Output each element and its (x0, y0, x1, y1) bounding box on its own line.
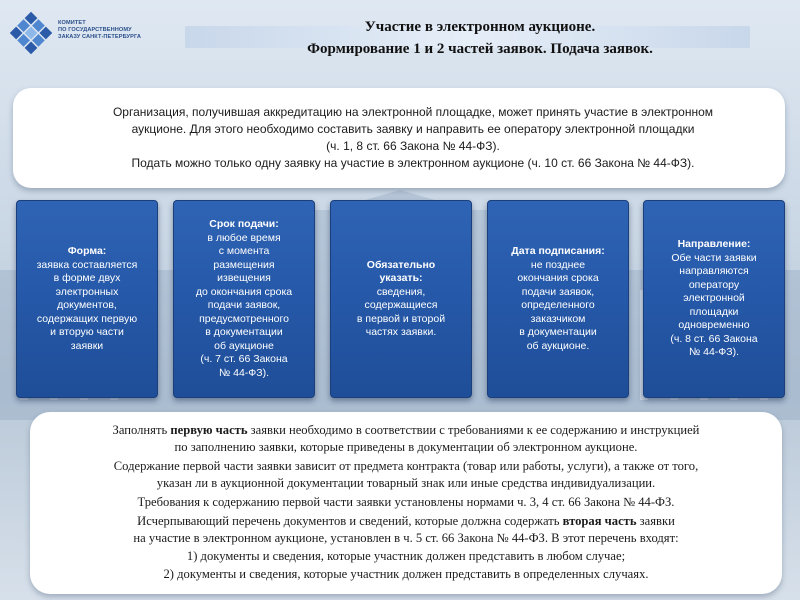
card-signing-date (487, 200, 629, 398)
card-deadline-line: с момента (218, 245, 270, 257)
details-line-1 (30, 422, 782, 439)
card-deadline-line: предусмотренного (199, 312, 289, 325)
card-direction-line: оператору (688, 278, 740, 291)
card-required-line: сведения, (376, 285, 426, 298)
card-form-head: Форма: (67, 245, 107, 257)
details-text: Исчерпывающий перечень документов и сведений, которые должна содержать (137, 514, 563, 528)
card-signing-line: об аукционе. (526, 339, 590, 352)
details-line-2: по заполнению заявки, которые приведены в документации об электронном аукционе. (174, 440, 638, 454)
card-form-line: электронных (55, 285, 119, 298)
card-deadline-line: об аукционе (214, 339, 274, 352)
details-line-9: 2) документы и сведения, которые участник должен представить в определенных случаях. (163, 567, 649, 581)
card-deadline-line: до окончания срока (195, 285, 293, 298)
card-signing-line: окончания срока (517, 272, 599, 284)
logo-line-3: ЗАКАЗУ САНКТ-ПЕТЕРБУРГА (58, 34, 142, 40)
card-signing-line: определенного (521, 299, 595, 311)
title-line-1: Участие в электронном аукционе. (364, 19, 596, 35)
details-line-3: Содержание первой части заявки зависит от предмета контракта (товар или работы, услуги), а также от того, (113, 459, 699, 473)
card-deadline (173, 200, 315, 398)
logo-text (58, 20, 168, 41)
card-form-line: документов, (57, 299, 117, 311)
card-direction-line: (ч. 8 ст. 66 Закона (670, 332, 758, 345)
logo-emblem-icon (8, 10, 54, 56)
card-signing-head: Дата подписания: (511, 245, 605, 257)
intro-line-3: (ч. 1, 8 ст. 66 Закона № 44-ФЗ). (326, 139, 500, 153)
details-box (30, 412, 782, 594)
card-form-line: заявки (70, 339, 104, 352)
card-form-line: и вторую части (50, 326, 124, 338)
card-direction-head: Направление: (677, 238, 751, 251)
card-signing-line: заказчиком (530, 312, 586, 325)
card-required-line: в первой и второй (356, 312, 446, 325)
intro-line-1: Организация, получившая аккредитацию на электронной площадке, может принять участие в электронном (112, 105, 714, 119)
card-direction (643, 200, 785, 398)
details-text: Заполнять (112, 423, 171, 437)
card-required-head-2: указать: (379, 272, 423, 284)
card-deadline-line: в документации (205, 326, 283, 338)
card-direction-line: № 44-ФЗ). (688, 346, 740, 359)
card-signing-line: не позднее (530, 258, 586, 271)
title-line-2: Формирование 1 и 2 частей заявок. Подача заявок. (307, 41, 653, 57)
card-deadline-line: № 44-ФЗ). (218, 366, 270, 379)
card-form-line: содержащих первую (36, 312, 138, 325)
logo-line-1: КОМИТЕТ (58, 20, 86, 26)
card-deadline-line: в любое время (207, 231, 281, 244)
card-form-line: заявка составляется (36, 258, 138, 271)
card-direction-line: площадки (689, 305, 739, 318)
card-required-head: Обязательно (366, 258, 436, 271)
committee-logo (8, 8, 168, 58)
card-deadline-line: подачи заявок, (207, 299, 281, 311)
intro-box (13, 88, 785, 188)
details-line-8: 1) документы и сведения, которые участник должен представить в любом случае; (186, 549, 626, 563)
intro-line-4: Подать можно только одну заявку на участие в электронном аукционе (ч. 10 ст. 66 Закона № 44-ФЗ). (131, 156, 695, 170)
card-direction-line: Обе части заявки (671, 251, 757, 264)
card-deadline-line: извещения (217, 272, 271, 284)
card-required-line: частях заявки. (365, 326, 437, 338)
card-signing-line: в документации (519, 326, 597, 338)
second-part-emphasis: вторая часть (562, 514, 637, 528)
card-direction-line: электронной (683, 292, 745, 305)
card-required-line: содержащиеся (364, 299, 438, 311)
details-line-6 (30, 513, 782, 530)
first-part-emphasis: первую часть (170, 423, 248, 437)
page-title (180, 16, 780, 60)
details-text: заявки (636, 514, 675, 528)
details-line-4: указан ли в аукционной документации товарный знак или иные средства индивидуализации. (156, 476, 656, 490)
card-required (330, 200, 472, 398)
card-direction-line: направляются (679, 265, 749, 278)
card-signing-line: подачи заявок, (521, 285, 595, 298)
logo-line-2: ПО ГОСУДАРСТВЕННОМУ (58, 27, 132, 33)
card-deadline-line: (ч. 7 ст. 66 Закона (200, 353, 288, 365)
card-form (16, 200, 158, 398)
card-deadline-head: Срок подачи: (209, 218, 279, 230)
card-deadline-line: размещения (213, 258, 275, 271)
card-direction-line: одновременно (678, 319, 750, 332)
intro-line-2: аукционе. Для этого необходимо составить заявку и направить ее оператору электронной площадки (131, 122, 695, 136)
details-text: заявки необходимо в соответствии с требованиями к ее содержанию и инструкцией (247, 423, 700, 437)
details-line-5: Требования к содержанию первой части заявки установлены нормами ч. 3, 4 ст. 66 Закона № 44-ФЗ. (137, 495, 675, 509)
details-line-7: на участие в электронном аукционе, установлен в ч. 5 ст. 66 Закона № 44-ФЗ. В этот перечень входят: (133, 531, 679, 545)
card-form-line: в форме двух (53, 272, 121, 284)
